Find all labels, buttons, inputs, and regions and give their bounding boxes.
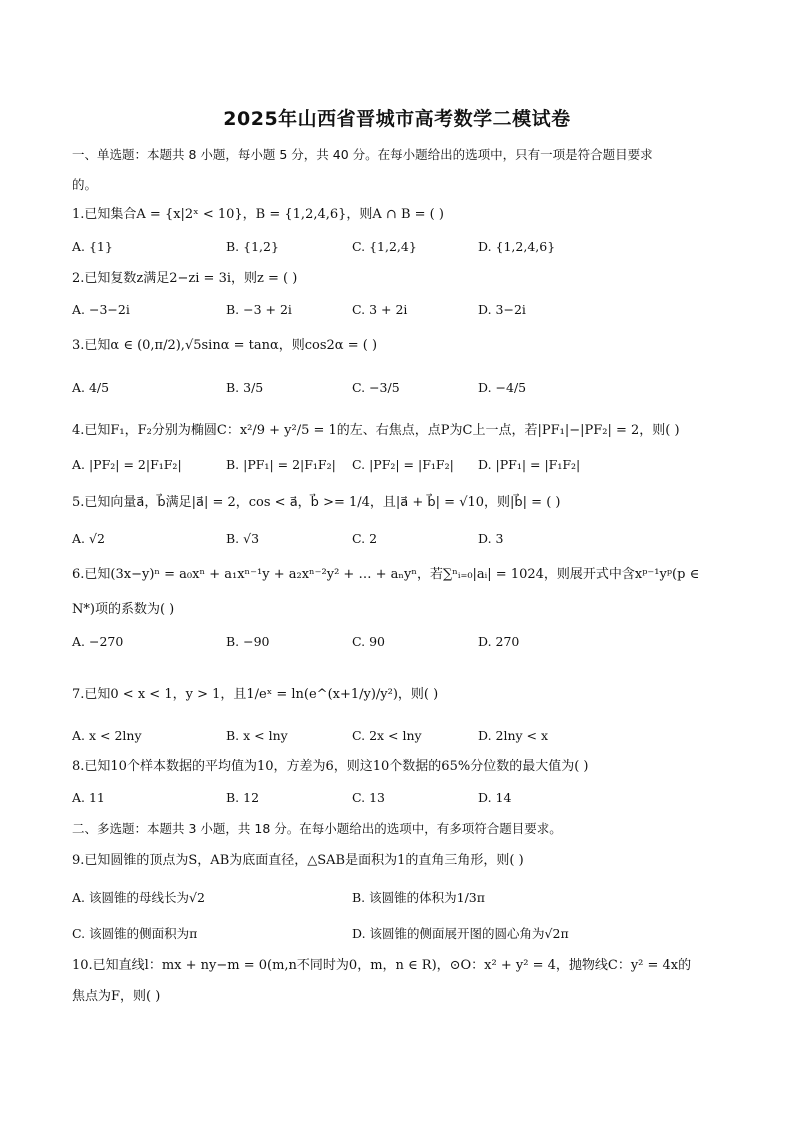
q9-option-a[interactable]: A. 该圆锥的母线长为√2	[72, 890, 205, 905]
q6-stem-line2: N*)项的系数为( )	[72, 602, 175, 617]
q7-option-c[interactable]: C. 2x < lny	[352, 728, 422, 743]
q3-option-c[interactable]: C. −3/5	[352, 380, 400, 395]
q9-option-c[interactable]: C. 该圆锥的侧面积为π	[72, 926, 198, 941]
q10-stem-line2: 焦点为F，则( )	[72, 989, 161, 1004]
section1-heading-line2: 的。	[72, 177, 98, 192]
q4-option-b[interactable]: B. |PF₁| = 2|F₁F₂|	[226, 457, 336, 472]
q5-option-b[interactable]: B. √3	[226, 531, 260, 546]
q7-stem: 7.已知0 < x < 1，y > 1，且1/eˣ = ln(e^(x+1/y)/y²)，则( )	[72, 687, 439, 702]
q1-option-d[interactable]: D. {1,2,4,6}	[478, 239, 556, 254]
q6-option-a[interactable]: A. −270	[72, 634, 124, 649]
q2-option-d[interactable]: D. 3−2i	[478, 302, 526, 317]
q8-option-a[interactable]: A. 11	[72, 790, 105, 805]
q4-option-c[interactable]: C. |PF₂| = |F₁F₂|	[352, 457, 454, 472]
q2-stem: 2.已知复数z满足2−zi = 3i，则z = ( )	[72, 271, 298, 286]
q3-option-d[interactable]: D. −4/5	[478, 380, 527, 395]
q8-option-b[interactable]: B. 12	[226, 790, 260, 805]
q6-stem-line1: 6.已知(3x−y)ⁿ = a₀xⁿ + a₁xⁿ⁻¹y + a₂xⁿ⁻²y² + … + aₙyⁿ，若∑ⁿᵢ₌₀|aᵢ| = 1024，则展开式中含xᵖ⁻¹yᵖ(p ∈	[72, 567, 700, 582]
q6-option-b[interactable]: B. −90	[226, 634, 270, 649]
q2-option-a[interactable]: A. −3−2i	[72, 302, 130, 317]
q5-option-d[interactable]: D. 3	[478, 531, 504, 546]
q3-option-a[interactable]: A. 4/5	[72, 380, 110, 395]
q10-stem-line1: 10.已知直线l：mx + ny−m = 0(m,n不同时为0，m，n ∈ R)，⊙O：x² + y² = 4，抛物线C：y² = 4x的	[72, 958, 692, 973]
section1-heading-line1: 一、单选题：本题共 8 小题，每小题 5 分，共 40 分。在每小题给出的选项中，只有一项是符合题目要求	[72, 147, 653, 162]
q7-option-a[interactable]: A. x < 2lny	[72, 728, 142, 743]
q8-option-c[interactable]: C. 13	[352, 790, 385, 805]
q6-option-d[interactable]: D. 270	[478, 634, 520, 649]
q8-option-d[interactable]: D. 14	[478, 790, 512, 805]
q9-option-b[interactable]: B. 该圆锥的体积为1/3π	[352, 890, 485, 905]
q1-option-a[interactable]: A. {1}	[72, 239, 113, 254]
q4-option-a[interactable]: A. |PF₂| = 2|F₁F₂|	[72, 457, 182, 472]
q8-stem: 8.已知10个样本数据的平均值为10，方差为6，则这10个数据的65%分位数的最大值为( )	[72, 759, 589, 774]
q1-option-b[interactable]: B. {1,2}	[226, 239, 279, 254]
q1-option-c[interactable]: C. {1,2,4}	[352, 239, 417, 254]
q2-option-c[interactable]: C. 3 + 2i	[352, 302, 408, 317]
page-title: 2025年山西省晋城市高考数学二模试卷	[223, 108, 571, 130]
q3-stem: 3.已知α ∈ (0,π/2),√5sinα = tanα，则cos2α = ( )	[72, 338, 378, 353]
q1-stem: 1.已知集合A = {x|2ˣ < 10}，B = {1,2,4,6}，则A ∩ B = ( )	[72, 207, 444, 222]
q5-option-a[interactable]: A. √2	[72, 531, 105, 546]
q4-option-d[interactable]: D. |PF₁| = |F₁F₂|	[478, 457, 581, 472]
q9-stem: 9.已知圆锥的顶点为S，AB为底面直径，△SAB是面积为1的直角三角形，则( )	[72, 853, 524, 868]
section2-heading: 二、多选题：本题共 3 小题，共 18 分。在每小题给出的选项中，有多项符合题目要求。	[72, 821, 562, 836]
q6-option-c[interactable]: C. 90	[352, 634, 385, 649]
q5-option-c[interactable]: C. 2	[352, 531, 378, 546]
q7-option-b[interactable]: B. x < lny	[226, 728, 288, 743]
q5-stem: 5.已知向量a⃗，b⃗满足|a⃗| = 2，cos < a⃗，b⃗ >= 1/4，且|a⃗ + b⃗| = √10，则|b⃗| = ( )	[72, 495, 561, 510]
q9-option-d[interactable]: D. 该圆锥的侧面展开图的圆心角为√2π	[352, 926, 569, 941]
q7-option-d[interactable]: D. 2lny < x	[478, 728, 549, 743]
q2-option-b[interactable]: B. −3 + 2i	[226, 302, 292, 317]
q4-stem: 4.已知F₁，F₂分别为椭圆C：x²/9 + y²/5 = 1的左、右焦点，点P为C上一点，若|PF₁|−|PF₂| = 2，则( )	[72, 423, 680, 438]
q3-option-b[interactable]: B. 3/5	[226, 380, 264, 395]
